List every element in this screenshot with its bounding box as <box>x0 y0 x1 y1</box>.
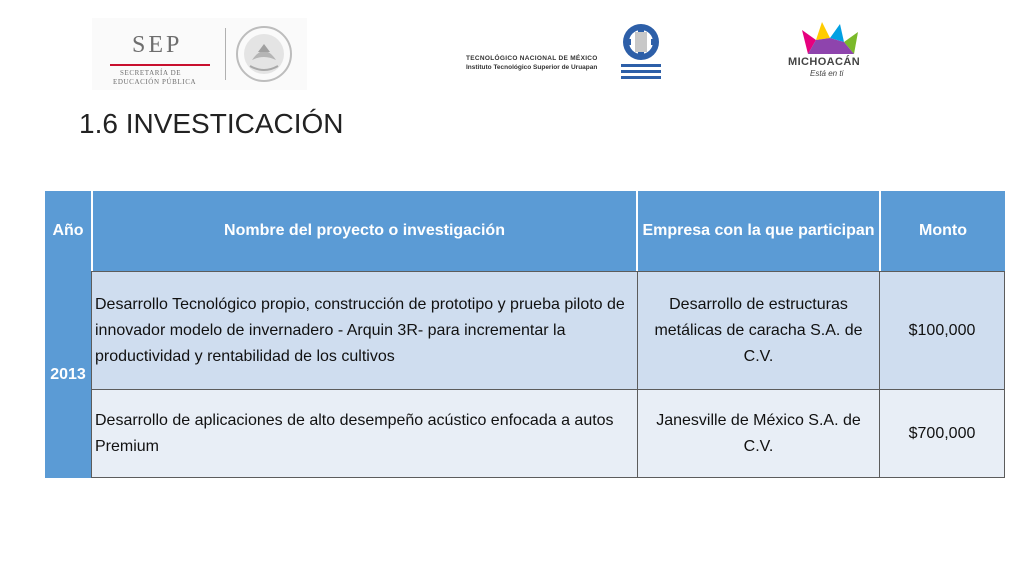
michoacan-tagline: Está en ti <box>810 69 844 78</box>
sep-red-line <box>110 64 210 66</box>
itsu-name: Instituto Tecnológico Superior de Uruapan <box>466 64 598 71</box>
year-cell: 2013 <box>45 271 91 478</box>
header-year: Año <box>45 191 91 271</box>
research-table <box>45 191 1005 478</box>
table-row-2-amount: $700,000 <box>879 389 1005 478</box>
table-row-1-amount: $100,000 <box>879 271 1005 390</box>
header-company: Empresa con la que participan <box>638 191 879 271</box>
table-row-2-project: Desarrollo de aplicaciones de alto desempeño acústico enfocada a autos Premium <box>91 389 638 478</box>
sep-subtitle-line1: SECRETARÍA DE <box>120 69 182 77</box>
header-project: Nombre del proyecto o investigación <box>93 191 636 271</box>
sep-divider <box>225 28 226 80</box>
tecnm-name: TECNOLÓGICO NACIONAL DE MÉXICO <box>466 55 598 62</box>
table-row-2-company: Janesville de México S.A. de C.V. <box>637 389 880 478</box>
sep-logo-text: SEP <box>132 32 183 58</box>
michoacan-name: MICHOACÁN <box>788 56 861 68</box>
tecnm-logo <box>466 55 611 71</box>
itsu-gear-logo-icon <box>619 22 663 84</box>
sep-logo <box>92 18 307 90</box>
slide-title: 1.6 INVESTICACIÓN <box>79 108 344 139</box>
michoacan-colorful-icon <box>782 20 874 56</box>
table-row-1-project: Desarrollo Tecnológico propio, construcción de prototipo y prueba piloto de innovador modelo de invernadero - Arquin 3R- para incrementar la productividad y rentabilidad de los cultivos <box>91 271 638 390</box>
header-amount: Monto <box>881 191 1005 271</box>
sep-subtitle-line2: EDUCACIÓN PÚBLICA <box>113 78 197 86</box>
table-row-1-company: Desarrollo de estructuras metálicas de caracha S.A. de C.V. <box>637 271 880 390</box>
mexico-coat-of-arms-icon <box>234 24 294 84</box>
